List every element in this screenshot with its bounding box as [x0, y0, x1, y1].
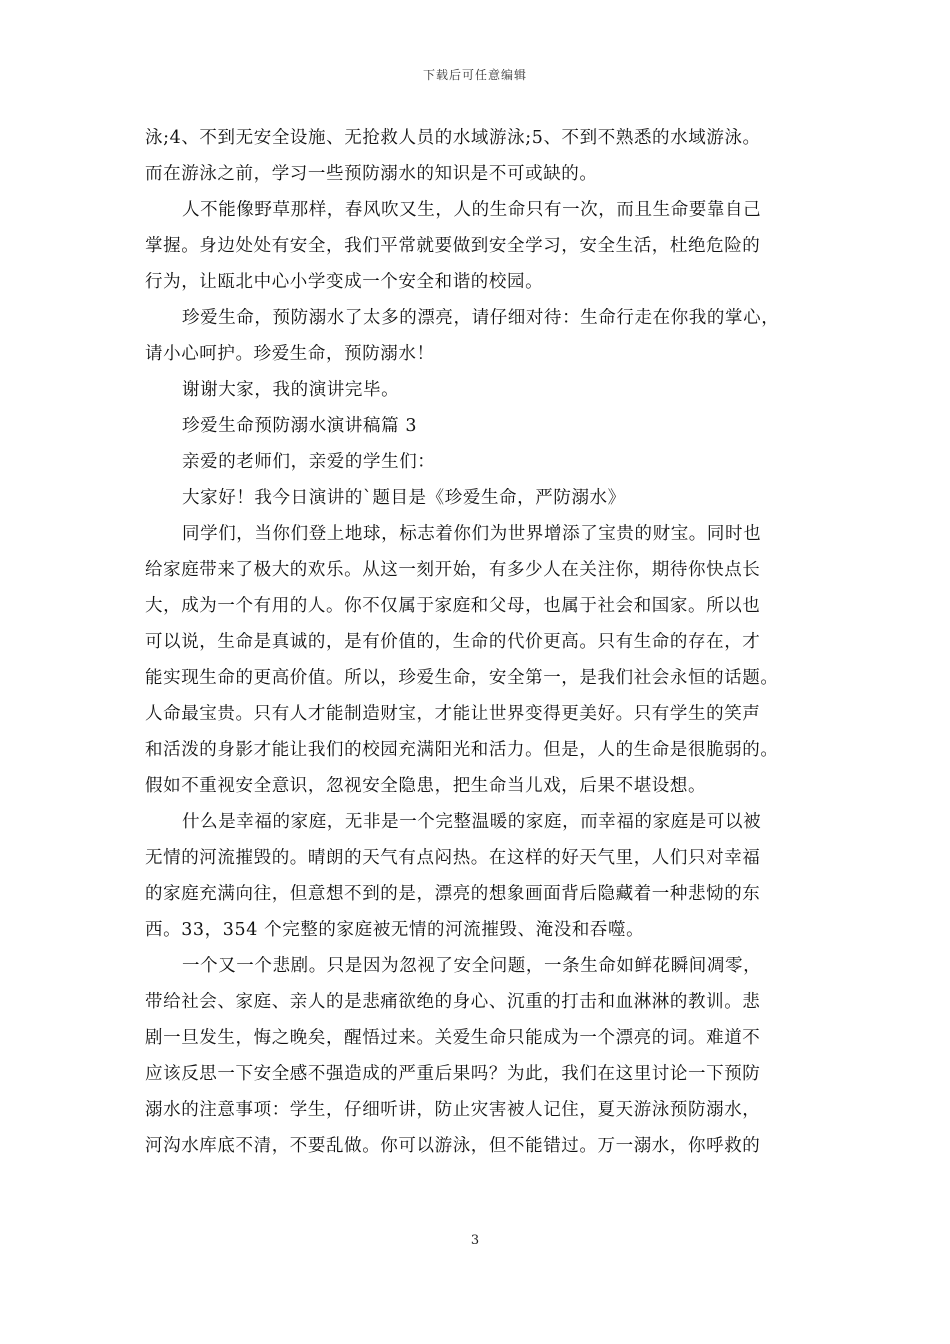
- text-line: 泳;4、不到无安全设施、无抢救人员的水域游泳;5、不到不熟悉的水域游泳。: [145, 128, 761, 148]
- text-line: 人命最宝贵。只有人才能制造财宝，才能让世界变得更美好。只有学生的笑声: [145, 704, 761, 724]
- text-line: 剧一旦发生，悔之晚矣，醒悟过来。关爱生命只能成为一个漂亮的词。难道不: [145, 1028, 761, 1048]
- text-line: 同学们，当你们登上地球，标志着你们为世界增添了宝贵的财宝。同时也: [182, 524, 762, 544]
- text-line: 溺水的注意事项：学生，仔细听讲，防止灾害被人记住，夏天游泳预防溺水，: [145, 1100, 761, 1120]
- text-line: 行为，让瓯北中心小学变成一个安全和谐的校园。: [145, 272, 544, 292]
- text-line: 谢谢大家，我的演讲完毕。: [182, 380, 400, 400]
- header-note: 下载后可任意编辑: [422, 68, 527, 82]
- text-line: 一个又一个悲剧。只是因为忽视了安全问题，一条生命如鲜花瞬间凋零，: [182, 956, 762, 976]
- text-line: 亲爱的老师们，亲爱的学生们：: [182, 452, 436, 472]
- text-line: 大，成为一个有用的人。你不仅属于家庭和父母，也属于社会和国家。所以也: [145, 596, 761, 616]
- text-line: 可以说，生命是真诚的，是有价值的，生命的代价更高。只有生命的存在，才: [145, 632, 761, 652]
- text-line: 无情的河流摧毁的。晴朗的天气有点闷热。在这样的好天气里，人们只对幸福: [145, 848, 761, 868]
- text-line: 掌握。身边处处有安全，我们平常就要做到安全学习，安全生活，杜绝危险的: [145, 236, 761, 256]
- text-line: 珍爱生命预防溺水演讲稿篇 3: [182, 416, 418, 436]
- text-line: 什么是幸福的家庭，无非是一个完整温暖的家庭，而幸福的家庭是可以被: [182, 812, 762, 832]
- text-line: 大家好！我今日演讲的`题目是《珍爱生命，严防溺水》: [182, 488, 626, 508]
- document-body: [145, 120, 810, 1164]
- text-line: 而在游泳之前，学习一些预防溺水的知识是不可或缺的。: [145, 164, 598, 184]
- text-line: 能实现生命的更高价值。所以，珍爱生命，安全第一，是我们社会永恒的话题。: [145, 668, 779, 688]
- text-line: 的家庭充满向往，但意想不到的是，漂亮的想象画面背后隐藏着一种悲恸的东: [145, 884, 761, 904]
- text-line: 河沟水库底不清，不要乱做。你可以游泳，但不能错过。万一溺水，你呼救的: [145, 1136, 761, 1156]
- text-line: 珍爱生命，预防溺水了太多的漂亮，请仔细对待：生命行走在你我的掌心，: [182, 308, 780, 328]
- page-number: 3: [470, 1233, 480, 1248]
- text-line: 请小心呵护。珍爱生命，预防溺水！: [145, 344, 435, 364]
- text-line: 西。33，354 个完整的家庭被无情的河流摧毁、淹没和吞噬。: [145, 920, 645, 940]
- text-line: 假如不重视安全意识，忽视安全隐患，把生命当儿戏，后果不堪设想。: [145, 776, 707, 796]
- text-line: 带给社会、家庭、亲人的是悲痛欲绝的身心、沉重的打击和血淋淋的教训。悲: [145, 992, 761, 1012]
- text-line: 人不能像野草那样，春风吹又生，人的生命只有一次，而且生命要靠自己: [182, 200, 762, 220]
- text-line: 应该反思一下安全感不强造成的严重后果吗？为此，我们在这里讨论一下预防: [145, 1064, 761, 1084]
- text-line: 和活泼的身影才能让我们的校园充满阳光和活力。但是，人的生命是很脆弱的。: [145, 740, 779, 760]
- text-line: 给家庭带来了极大的欢乐。从这一刻开始，有多少人在关注你，期待你快点长: [145, 560, 761, 580]
